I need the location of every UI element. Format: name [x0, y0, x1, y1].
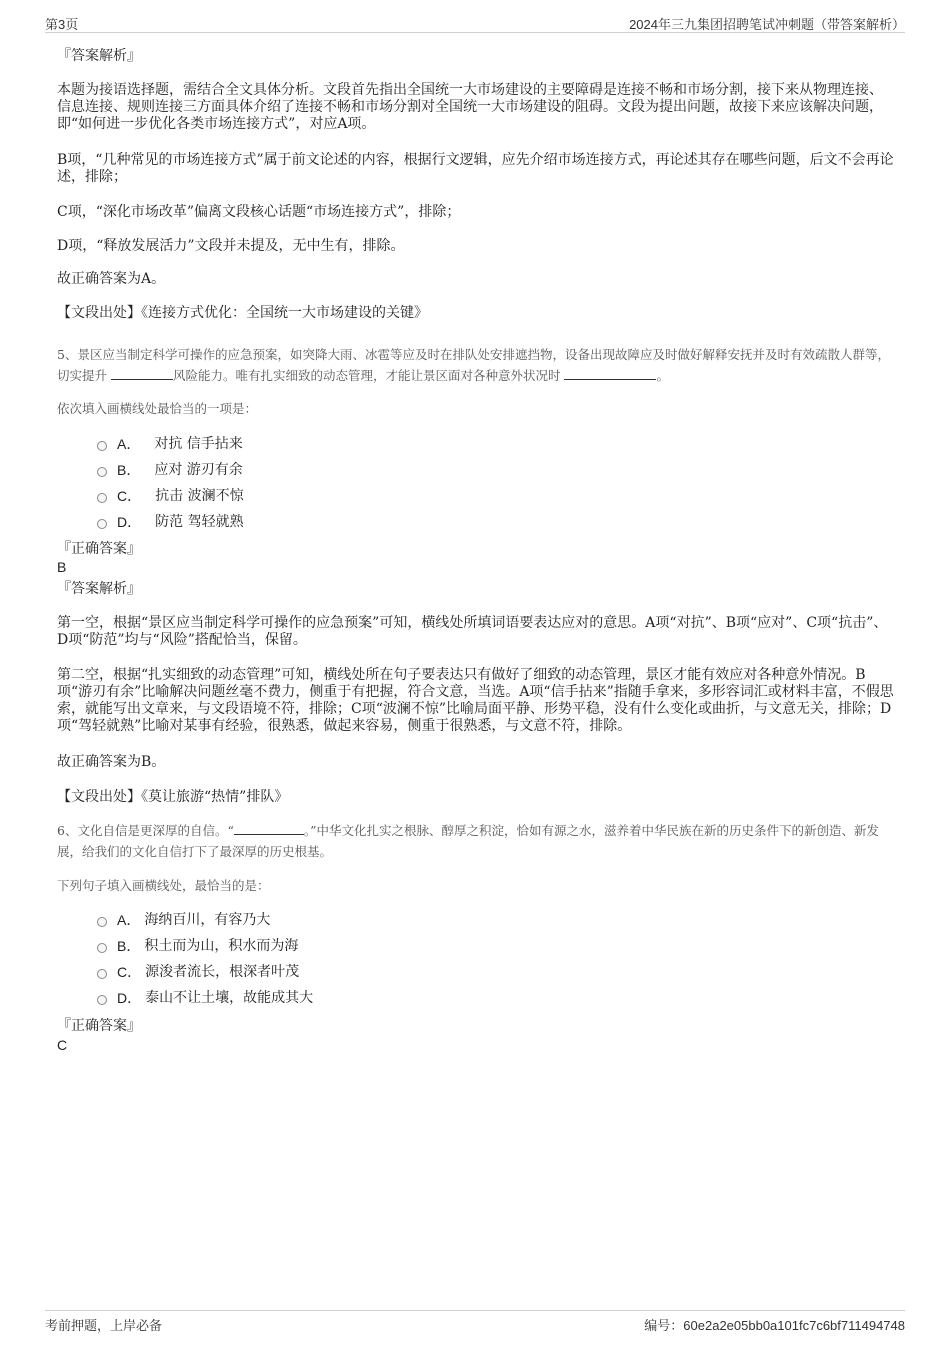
q6-stem-part2: 。”中华文化扎实之根脉、醇厚之积淀，恰如有源之水，滋养着中华民族在新的历史条件下的新创造、新发展，给我们的文化自信打下了最深厚的历史根基。 — [57, 823, 880, 859]
q6-option-a[interactable] — [97, 912, 270, 929]
q4-analysis-p3: C项，“深化市场改革”偏离文段核心话题“市场连接方式”，排除； — [57, 204, 461, 220]
option-text: 泰山不让土壤，故能成其大 — [145, 990, 314, 1006]
q4-analysis-p2: B项，“几种常见的市场连接方式”属于前文论述的内容，根据行文逻辑，应先介绍市场连接方式，再论述其存在哪些问题，后文不会再论述，排除； — [57, 152, 894, 185]
radio-icon[interactable] — [97, 943, 107, 953]
radio-icon[interactable] — [97, 441, 107, 451]
q5-prompt: 依次填入画横线处最恰当的一项是： — [57, 401, 258, 416]
radio-icon[interactable] — [97, 995, 107, 1005]
option-text: 源浚者流长，根深者叶茂 — [145, 964, 300, 980]
option-text: 海纳百川，有容乃大 — [144, 912, 271, 928]
q6-option-c[interactable] — [97, 964, 299, 981]
q4-analysis-p1: 本题为接语选择题，需结合全文具体分析。文段首先指出全国统一大市场建设的主要障碍是连接不畅和市场分割，接下来从物理连接、信息连接、规则连接三方面具体介绍了连接不畅和市场分割对全国统一大市场建设的阻碍。文段为提出问题，故接下来应该解决问题，即“如何进一步优化各类市场连接方式”，对应A项。 — [57, 82, 883, 132]
q6-stem-part1: 6、文化自信是更深厚的自信。“ — [57, 823, 234, 838]
option-letter: B． — [117, 462, 141, 478]
q5-stem — [57, 344, 895, 386]
option-letter: B． — [117, 938, 141, 954]
document-title: 2024年三九集团招聘笔试冲刺题（带答案解析） — [629, 17, 905, 32]
option-text: 对抗 信手拈来 — [154, 436, 243, 452]
option-letter: A． — [117, 912, 141, 928]
option-text: 应对 游刃有余 — [154, 462, 243, 478]
q5-answer-conclusion: 故正确答案为B。 — [57, 754, 166, 770]
page-number: 第3页 — [45, 17, 79, 32]
q5-correct-answer: B — [57, 559, 67, 575]
q5-source: 【文段出处】《莫让旅游“热情”排队》 — [57, 789, 289, 805]
q6-correct-answer: C — [57, 1037, 68, 1053]
option-letter: D． — [117, 514, 142, 530]
radio-icon[interactable] — [97, 493, 107, 503]
page-header — [45, 12, 905, 33]
q5-correct-label: 『正确答案』 — [57, 541, 141, 557]
option-letter: C． — [117, 964, 142, 980]
q5-blank-1 — [111, 367, 173, 380]
q6-correct-label: 『正确答案』 — [57, 1018, 141, 1034]
q5-stem-part2: 风险能力。唯有扎实细致的动态管理，才能让景区面对各种意外状况时 — [172, 368, 565, 383]
option-letter: C． — [117, 488, 142, 504]
option-letter: D． — [117, 990, 142, 1006]
footer-slogan: 考前押题，上岸必备 — [45, 1318, 163, 1333]
q5-option-a[interactable] — [97, 436, 243, 453]
q6-blank — [234, 822, 304, 835]
q6-option-b[interactable] — [97, 938, 298, 955]
option-text: 积土而为山，积水而为海 — [144, 938, 299, 954]
radio-icon[interactable] — [97, 519, 107, 529]
radio-icon[interactable] — [97, 917, 107, 927]
radio-icon[interactable] — [97, 467, 107, 477]
q5-stem-part3: 。 — [656, 368, 669, 383]
document-id: 编号：60e2a2e05bb0a101fc7c6bf711494748 — [644, 1318, 905, 1333]
page-footer — [45, 1310, 905, 1335]
q5-analysis-p1: 第一空，根据“景区应当制定科学可操作的应急预案”可知，横线处所填词语要表达应对的意思。A项“对抗”、B项“应对”、C项“抗击”、D项“防范”均与“风险”搭配恰当，保留。 — [57, 615, 888, 648]
option-text: 抗击 波澜不惊 — [155, 488, 244, 504]
q4-answer-conclusion: 故正确答案为A。 — [57, 271, 166, 287]
radio-icon[interactable] — [97, 969, 107, 979]
q5-option-c[interactable] — [97, 488, 244, 505]
q4-analysis-label: 『答案解析』 — [57, 48, 141, 64]
q5-stem-part1: 5、景区应当制定科学可操作的应急预案，如突降大雨、冰雹等应及时在排队处安排遮挡物，设备出现故障应及时做好解释安抚并及时有效疏散人群等，切实提升 — [57, 347, 890, 383]
q5-blank-2 — [564, 367, 656, 380]
q6-option-d[interactable] — [97, 990, 313, 1007]
q5-analysis-p2: 第二空，根据“扎实细致的动态管理”可知，横线处所在句子要表达只有做好了细致的动态管理，景区才能有效应对各种意外情况。B项“游刃有余”比喻解决问题丝毫不费力，侧重于有把握，符合文意，当选。A项“信手拈来”指随手拿来，多形容词汇或材料丰富，不假思索，就能写出文章来，与文段语境不符，排除；C项“波澜不惊”比喻局面平静、形势平稳，没有什么变化或曲折，与文意无关，排除；D项“驾轻就熟”比喻对某事有经验，很熟悉，做起来容易，侧重于很熟悉，与文意不符，排除。 — [57, 667, 894, 734]
q4-analysis-p4: D项，“释放发展活力”文段并未提及，无中生有，排除。 — [57, 238, 405, 254]
q5-option-d[interactable] — [97, 514, 244, 531]
q5-option-b[interactable] — [97, 462, 243, 479]
q5-analysis-label: 『答案解析』 — [57, 581, 141, 597]
option-letter: A． — [117, 436, 141, 452]
q6-prompt: 下列句子填入画横线处，最恰当的是： — [57, 878, 270, 893]
option-text: 防范 驾轻就熟 — [155, 514, 244, 530]
q6-stem — [57, 820, 895, 862]
q4-source: 【文段出处】《连接方式优化：全国统一大市场建设的关键》 — [57, 305, 428, 321]
